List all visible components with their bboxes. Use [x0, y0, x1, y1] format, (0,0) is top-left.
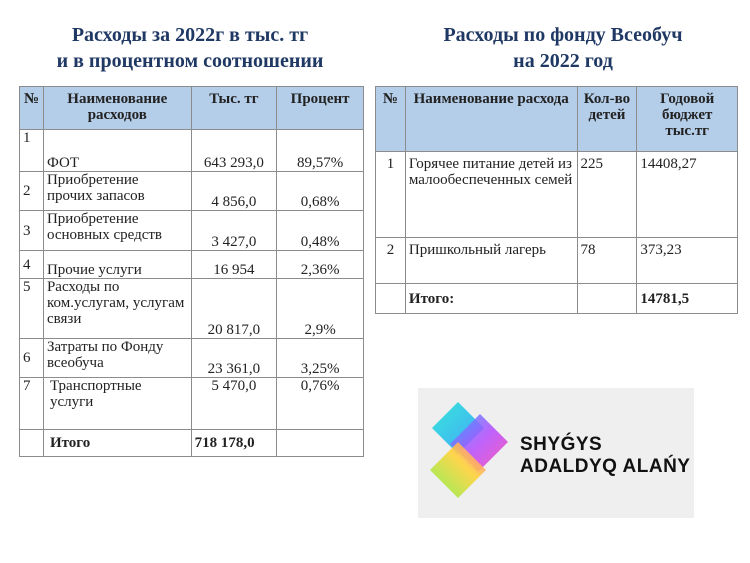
table-row [20, 172, 364, 211]
row-amount: 20 817,0 [191, 279, 277, 339]
row-percent: 2,36% [277, 251, 364, 279]
row-name: Горячее питание детей из малообеспеченных семей [405, 152, 577, 238]
total-num [376, 284, 406, 314]
right-title-line2: на 2022 год [513, 50, 613, 72]
header-count: Кол-во детей [577, 87, 637, 152]
row-amount: 4 856,0 [191, 172, 277, 211]
header-amount: Тыс. тг [191, 87, 277, 130]
row-num: 3 [20, 211, 44, 251]
row-name: ФОТ [43, 130, 191, 172]
header-budget: Годовой бюджет тыс.тг [637, 87, 738, 152]
table-row [20, 251, 364, 279]
row-amount: 5 470,0 [191, 378, 277, 430]
row-num: 2 [20, 172, 44, 211]
row-percent: 89,57% [277, 130, 364, 172]
logo-text [520, 434, 690, 478]
row-num: 1 [376, 152, 406, 238]
left-title-line2: и в процентном соотношении [56, 50, 324, 72]
expenses-table [19, 86, 364, 457]
row-count: 78 [577, 238, 637, 284]
total-num [20, 430, 44, 457]
row-num: 2 [376, 238, 406, 284]
right-title [378, 22, 748, 74]
table-row [20, 378, 364, 430]
right-title-line1: Расходы по фонду Всеобуч [443, 24, 683, 46]
table-row [20, 211, 364, 251]
row-name: Приобретение основных средств [43, 211, 191, 251]
row-name: Пришкольный лагерь [405, 238, 577, 284]
table-row [20, 130, 364, 172]
row-percent: 0,48% [277, 211, 364, 251]
header-num: № [376, 87, 406, 152]
row-name: Затраты по Фонду всеобуча [43, 339, 191, 378]
total-percent [277, 430, 364, 457]
row-percent: 0,68% [277, 172, 364, 211]
total-budget: 14781,5 [637, 284, 738, 314]
row-percent: 3,25% [277, 339, 364, 378]
table-row [376, 238, 738, 284]
left-title-line1: Расходы за 2022г в тыс. тг [71, 24, 309, 46]
row-num: 4 [20, 251, 44, 279]
row-amount: 3 427,0 [191, 211, 277, 251]
total-row [20, 430, 364, 457]
row-num: 1 [20, 130, 44, 172]
total-row [376, 284, 738, 314]
total-label: Итого: [405, 284, 577, 314]
row-amount: 16 954 [191, 251, 277, 279]
row-name: Транспортные услуги [43, 378, 191, 430]
row-budget: 373,23 [637, 238, 738, 284]
header-num: № [20, 87, 44, 130]
logo-line1: SHYǴYS [520, 434, 603, 455]
row-count: 225 [577, 152, 637, 238]
row-name: Расходы по ком.услугам, услугам связи [43, 279, 191, 339]
logo-shapes-icon [428, 400, 510, 500]
row-amount: 643 293,0 [191, 130, 277, 172]
total-label: Итого [43, 430, 191, 457]
left-title [10, 22, 370, 74]
table-row [20, 279, 364, 339]
row-amount: 23 361,0 [191, 339, 277, 378]
row-name: Приобретение прочих запасов [43, 172, 191, 211]
vseobuch-table [375, 86, 738, 314]
row-num: 7 [20, 378, 44, 430]
expenses-header-row [20, 87, 364, 130]
row-budget: 14408,27 [637, 152, 738, 238]
header-name: Наименование расходов [43, 87, 191, 130]
row-percent: 0,76% [277, 378, 364, 430]
logo-line2: ADALDYQ ALAŃY [520, 456, 691, 477]
total-count [577, 284, 637, 314]
row-num: 5 [20, 279, 44, 339]
header-name: Наименование расхода [405, 87, 577, 152]
vseobuch-header-row [376, 87, 738, 152]
row-percent: 2,9% [277, 279, 364, 339]
row-name: Прочие услуги [43, 251, 191, 279]
total-amount: 718 178,0 [191, 430, 277, 457]
table-row [20, 339, 364, 378]
row-num: 6 [20, 339, 44, 378]
header-percent: Процент [277, 87, 364, 130]
logo [418, 388, 694, 518]
table-row [376, 152, 738, 238]
